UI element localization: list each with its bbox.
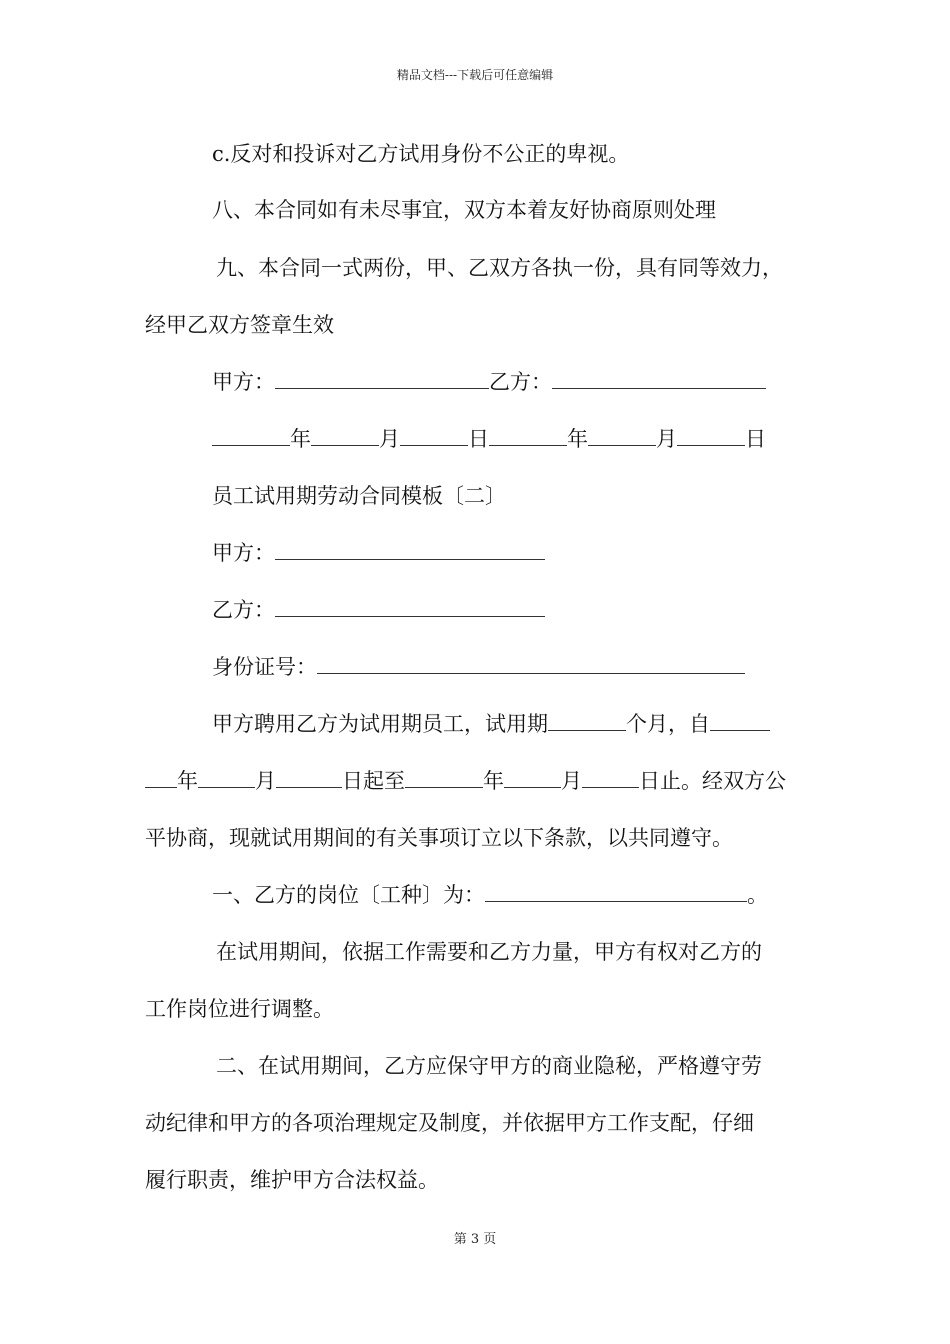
text-segment: 日起至	[342, 769, 405, 793]
id-number-label: 身份证号：	[212, 655, 317, 679]
blank-field	[588, 425, 656, 446]
party-b-line	[212, 596, 545, 624]
text-segment: 月	[255, 769, 276, 793]
text-line: 平协商，现就试用期间的有关事项订立以下条款，以共同遵守。	[145, 826, 733, 850]
signature-line	[212, 368, 766, 396]
party-b-label: 乙方：	[212, 598, 275, 622]
blank-field	[275, 596, 545, 617]
blank-field	[145, 767, 177, 788]
blank-field	[552, 368, 766, 389]
text-segment: 月	[561, 769, 582, 793]
page-number: 3	[470, 1232, 480, 1247]
blank-field	[311, 425, 379, 446]
page-suffix: 页	[483, 1232, 497, 1247]
day-label: 日	[468, 427, 489, 451]
date-line	[212, 425, 766, 453]
year-label: 年	[567, 427, 588, 451]
party-a-line	[212, 539, 545, 567]
blank-field	[275, 368, 489, 389]
blank-field	[317, 653, 745, 674]
text-line: 工作岗位进行调整。	[145, 997, 334, 1021]
text-segment: 个月，自	[626, 712, 710, 736]
blank-field	[405, 767, 483, 788]
page-footer	[0, 1228, 950, 1247]
text-line: 履行职责，维护甲方合法权益。	[145, 1168, 439, 1192]
text-line	[145, 767, 786, 795]
text-line: 动纪律和甲方的各项治理规定及制度，并依据甲方工作支配，仔细	[145, 1111, 754, 1135]
text-segment: 日止。经双方公	[639, 769, 786, 793]
blank-field	[489, 425, 567, 446]
text-segment: 年	[483, 769, 504, 793]
section-title: 员工试用期劳动合同模板〔二〕	[212, 484, 506, 508]
text-segment: 甲方聘用乙方为试用期员工，试用期	[212, 712, 548, 736]
blank-field	[710, 710, 770, 731]
blank-field	[212, 425, 290, 446]
text-line: 在试用期间，依据工作需要和乙方力量，甲方有权对乙方的	[216, 940, 762, 964]
id-number-line	[212, 653, 745, 681]
text-line	[212, 710, 770, 738]
year-label: 年	[290, 427, 311, 451]
text-segment: 年	[177, 769, 198, 793]
text-line	[212, 881, 768, 909]
blank-field	[485, 881, 747, 902]
blank-field	[275, 539, 545, 560]
blank-field	[582, 767, 639, 788]
text-line: 八、本合同如有未尽事宜，双方本着友好协商原则处理	[212, 198, 716, 222]
text-line: 二、在试用期间，乙方应保守甲方的商业隐秘，严格遵守劳	[216, 1054, 762, 1078]
text-segment: 一、乙方的岗位〔工种〕为：	[212, 883, 485, 907]
party-b-label: 乙方：	[489, 370, 552, 394]
blank-field	[276, 767, 342, 788]
month-label: 月	[656, 427, 677, 451]
blank-field	[677, 425, 745, 446]
blank-field	[400, 425, 468, 446]
blank-field	[504, 767, 561, 788]
page-prefix: 第	[453, 1232, 467, 1247]
text-line: 经甲乙双方签章生效	[145, 313, 334, 337]
party-a-label: 甲方：	[212, 541, 275, 565]
text-segment: 。	[747, 883, 768, 907]
text-line: c.反对和投诉对乙方试用身份不公正的卑视。	[212, 142, 630, 166]
page-header: 精品文档---下载后可任意编辑	[396, 68, 554, 82]
month-label: 月	[379, 427, 400, 451]
blank-field	[548, 710, 626, 731]
party-a-label: 甲方：	[212, 370, 275, 394]
day-label: 日	[745, 427, 766, 451]
text-line: 九、本合同一式两份，甲、乙双方各执一份，具有同等效力，	[216, 256, 783, 280]
blank-field	[198, 767, 255, 788]
